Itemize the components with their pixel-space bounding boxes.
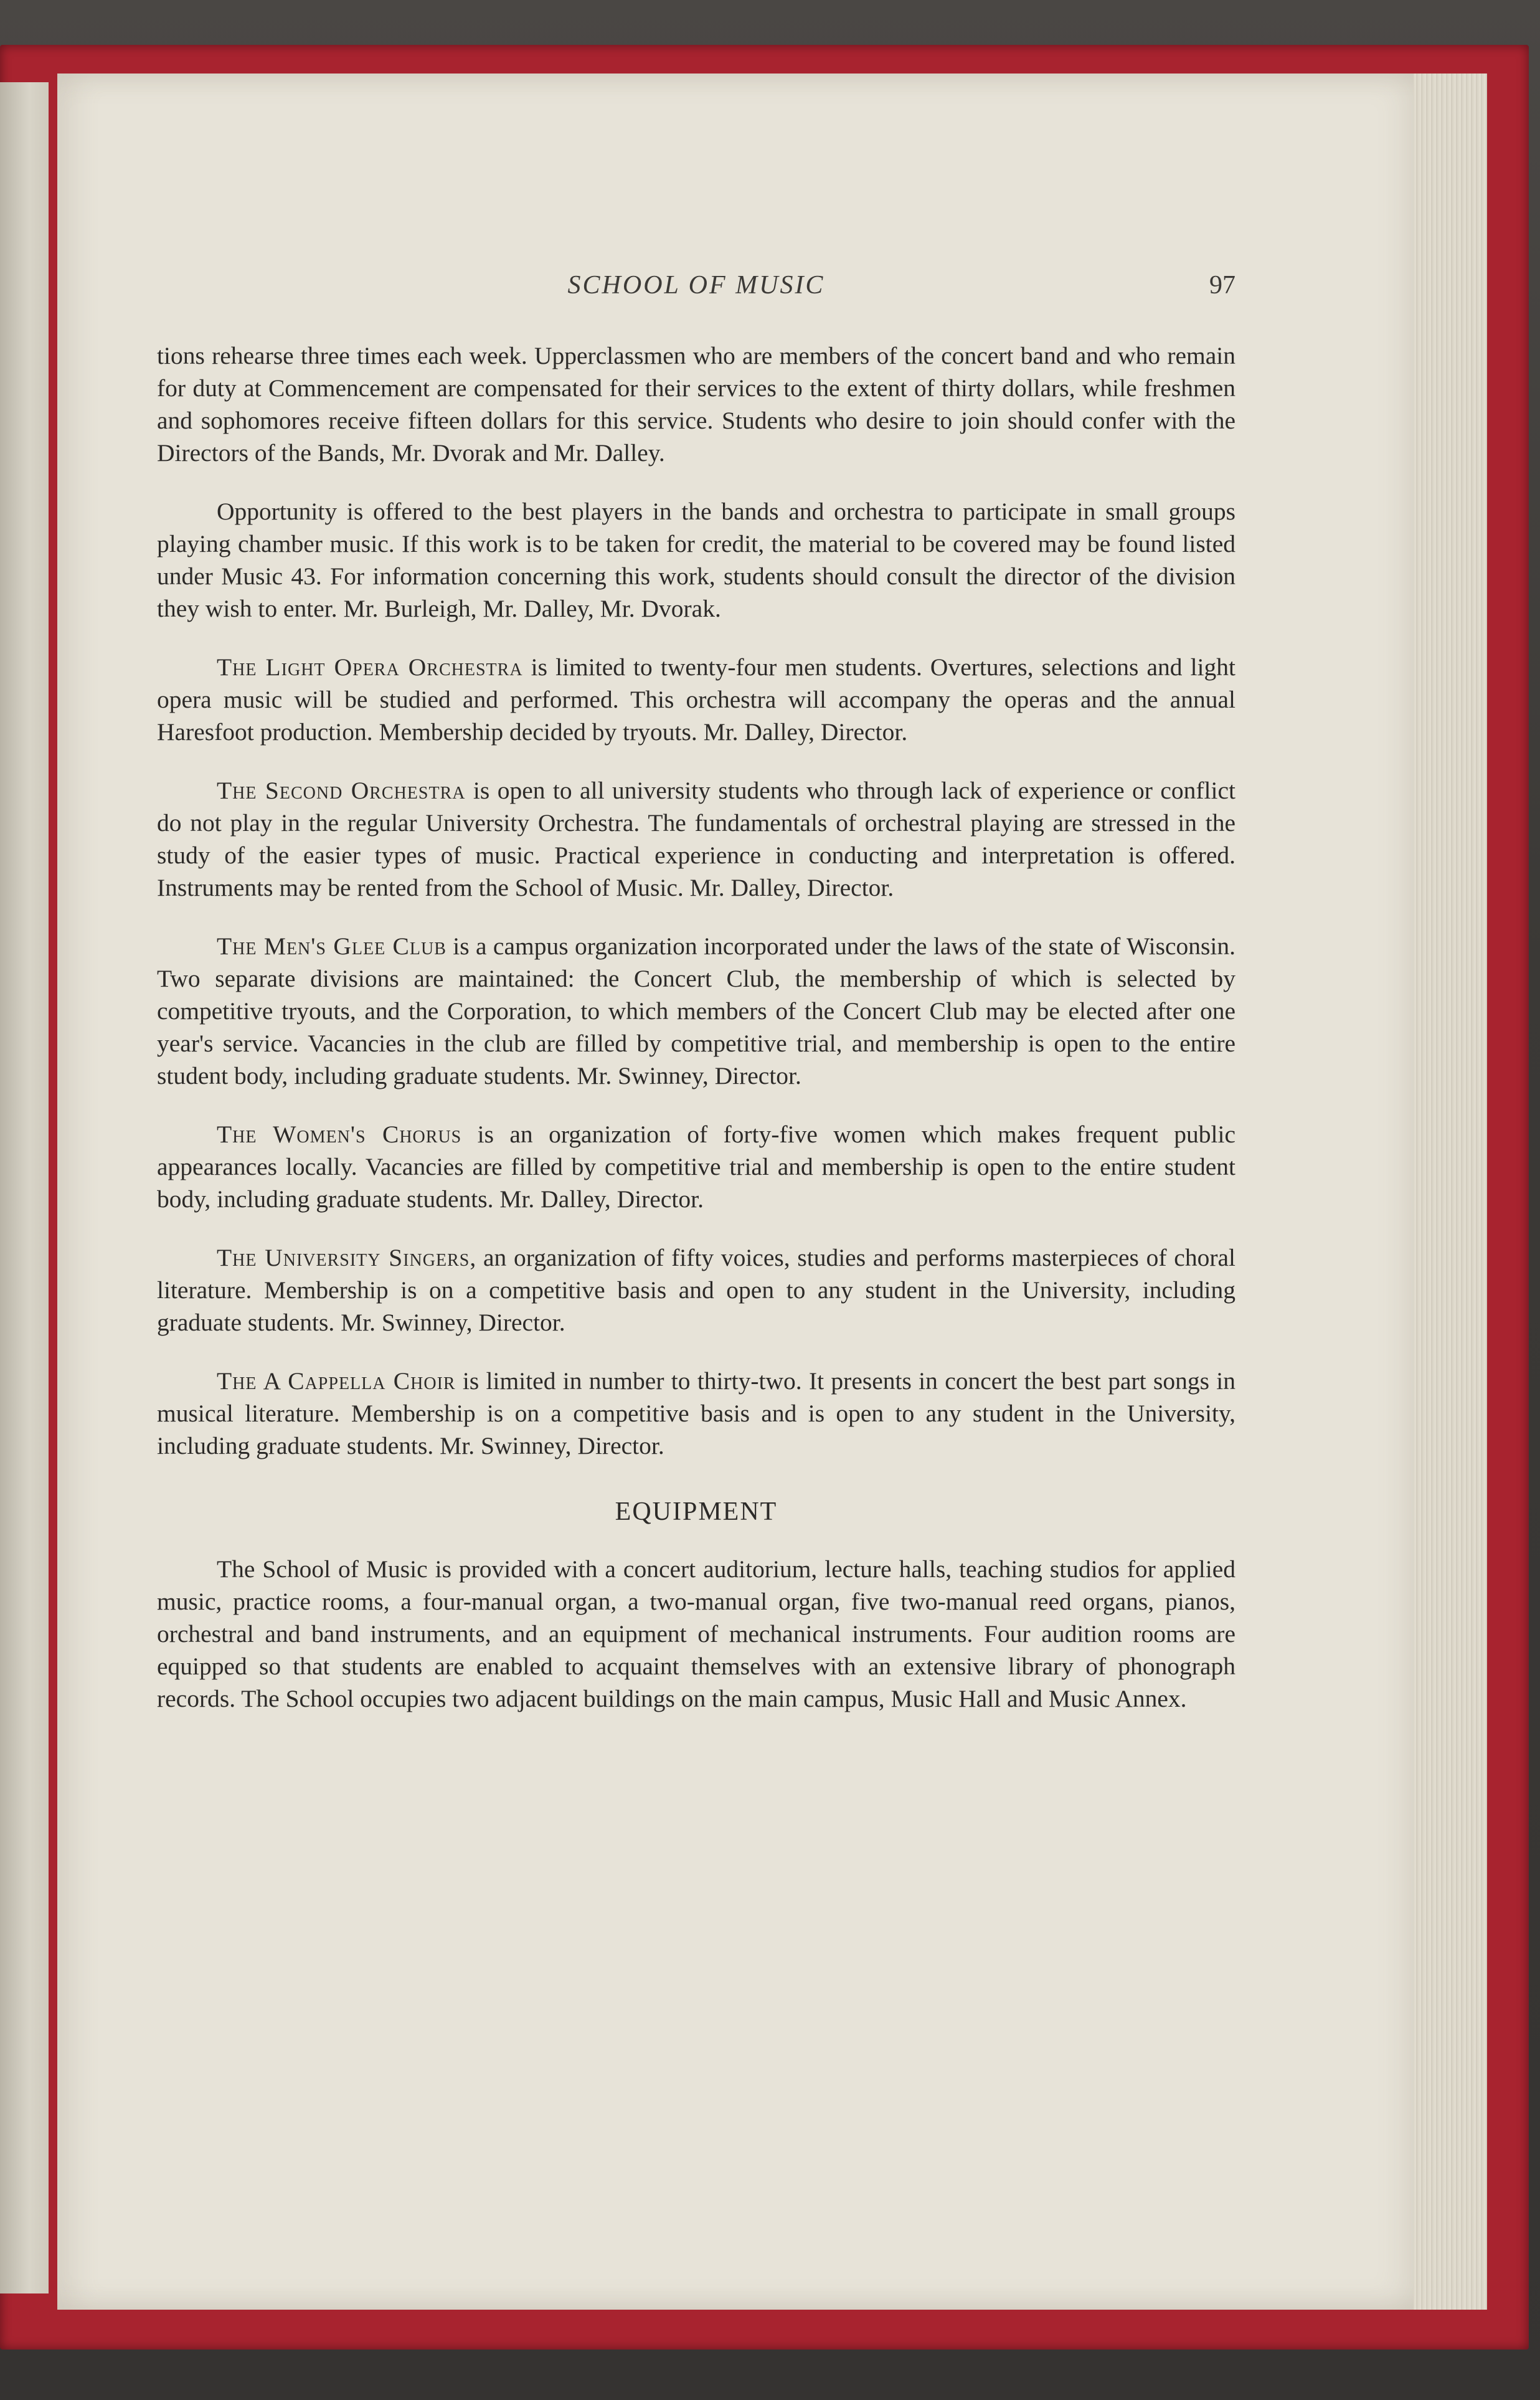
running-head (157, 267, 1235, 304)
section-heading-equipment: EQUIPMENT (615, 1497, 778, 1526)
paragraph-womens-chorus (157, 1118, 1235, 1215)
paragraph-lead: The A Cappella Choir (217, 1367, 456, 1395)
paragraph-lead: The Light Opera Orchestra (217, 653, 523, 681)
paragraph-chamber-music (157, 495, 1235, 625)
right-page-edges (1414, 74, 1487, 2310)
paragraph-text: Opportunity is offered to the best players in the bands and orchestra to participate in small groups playing chamber music. If this work is to be taken for credit, the material to be covered may be found listed under Music 43. For information concerning this work, students should consult the director of the division they wish to enter. Mr. Burleigh, Mr. Dalley, Mr. Dvorak. (157, 498, 1235, 622)
paragraph-lead: The Women's Chorus (217, 1121, 462, 1148)
left-page-edge (0, 82, 49, 2293)
paragraph-text: is limited to twenty-four men students. Overtures, selections and light opera music will be studied and performed. This orchestra will accompany the operas and the annual Haresfoot production. Membership decided by tryouts. Mr. Dalley, Director. (157, 653, 1235, 746)
paragraph-text: The School of Music is provided with a concert auditorium, lecture halls, teaching studios for applied music, practice rooms, a four-manual organ, a two-manual organ, five two-manual reed organs, pianos, orchestral and band instruments, and an equipment of mechanical instruments. Four audition rooms are equipped so that students are enabled to acquaint themselves with an extensive library of phonograph records. The School occupies two adjacent buildings on the main campus, Music Hall and Music Annex. (157, 1555, 1235, 1712)
paragraph-lead: The University Singers (217, 1244, 470, 1271)
paragraph-a-cappella-choir (157, 1365, 1235, 1462)
paragraph-light-opera-orchestra (157, 651, 1235, 748)
paragraph-text: , an organization of fifty voices, studies and performs masterpieces of choral literature. Membership is on a competitive basis and open to any student in the University, including graduate students. Mr. Swinney, Director. (157, 1244, 1235, 1336)
page-number: 97 (1209, 271, 1235, 300)
paragraph-mens-glee-club (157, 930, 1235, 1092)
paragraph-lead: The Second Orchestra (217, 777, 466, 804)
paragraph-second-orchestra (157, 774, 1235, 904)
text-body (157, 339, 1235, 1741)
paragraph-text: is limited in number to thirty-two. It presents in concert the best part songs in musical literature. Membership is on a competitive basis and is open to any student in the University, including graduate students. Mr. Swinney, Director. (157, 1367, 1235, 1459)
paragraph-text: is open to all university students who through lack of experience or conflict do not play in the regular University Orchestra. The fundamentals of orchestral playing are stressed in the study of the easier types of music. Practical experience in conducting and interpretation is offered. Instruments may be rented from the School of Music. Mr. Dalley, Director. (157, 777, 1236, 901)
paragraph-lead: The Men's Glee Club (217, 932, 446, 960)
paragraph-text: is a campus organization incorporated under the laws of the state of Wisconsin. Two separate divisions are maintained: the Concert Club, the membership of which is selected by competitive tryouts, and the Corporation, to which members of the Concert Club may be elected after one year's service. Vacancies in the club are filled by competitive trial, and membership is open to the entire student body, including graduate students. Mr. Swinney, Director. (157, 932, 1235, 1089)
paragraph-text: tions rehearse three times each week. Upperclassmen who are members of the concert band and who remain for duty at Commencement are compensated for their services to the extent of thirty dollars, while freshmen and sophomores receive fifteen dollars for this service. Students who desire to join should confer with the Directors of the Bands, Mr. Dvorak and Mr. Dalley. (157, 342, 1235, 467)
paragraph-continuation (157, 339, 1235, 469)
running-title: SCHOOL OF MUSIC (567, 271, 825, 300)
paragraph-equipment (157, 1553, 1235, 1715)
paragraph-university-singers (157, 1241, 1235, 1339)
paragraph-text: is an organization of forty-five women which makes frequent public appearances locally. Vacancies are filled by competitive trial and membership is open to the entire student body, including graduate students. Mr. Dalley, Director. (157, 1121, 1235, 1213)
